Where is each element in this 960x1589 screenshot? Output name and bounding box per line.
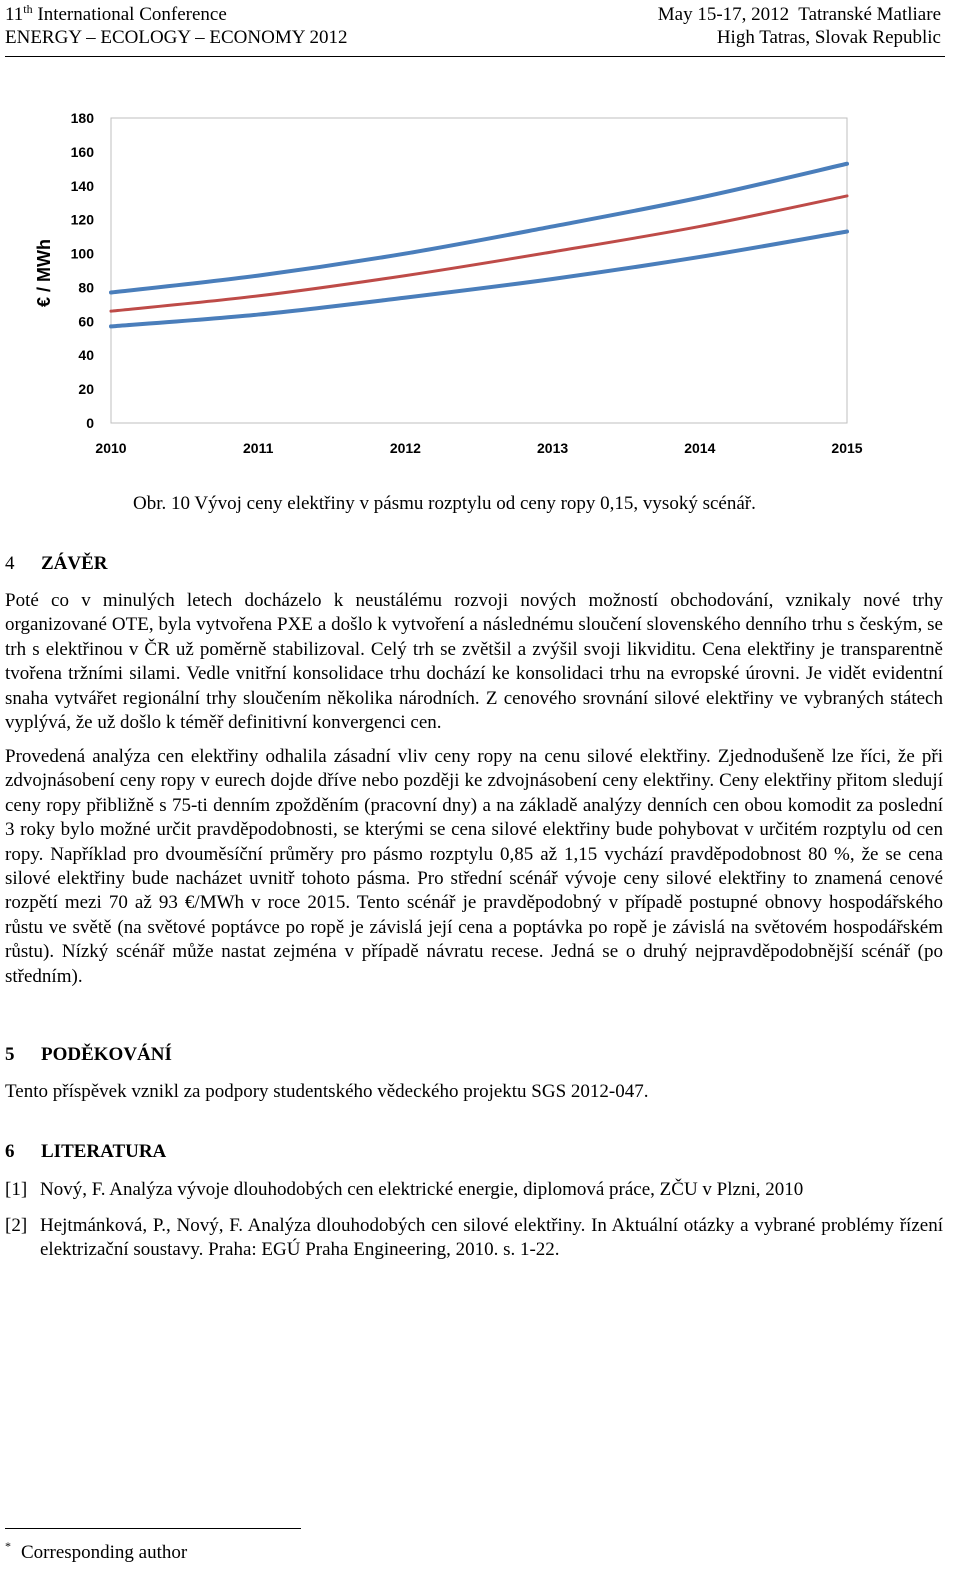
series-line-2 [111, 196, 847, 311]
series-line-1 [111, 164, 847, 293]
section-heading-conclusion [5, 553, 108, 575]
reference-item [5, 1178, 943, 1202]
figure-caption: Obr. 10 Vývoj ceny elektřiny v pásmu rozptylu od ceny ropy 0,15, vysoký scénář. [133, 493, 756, 514]
y-tick-labels [71, 110, 95, 431]
conference-title [5, 3, 227, 26]
conference-date-place: May 15-17, 2012 Tatranské Matliare [657, 4, 941, 25]
footnote-text: Corresponding author [21, 1542, 188, 1563]
y-tick-label: 180 [70, 110, 94, 126]
footnote-rule [5, 1528, 301, 1529]
reference-number: [2] [5, 1215, 28, 1236]
section-title: LITERATURA [41, 1141, 167, 1162]
chart-axes [111, 118, 847, 423]
x-tick-label: 2012 [389, 440, 421, 456]
x-tick-labels [95, 440, 862, 456]
section-heading-references [5, 1141, 166, 1163]
header-rule [5, 56, 945, 57]
price-chart [30, 105, 880, 465]
y-tick-label: 160 [70, 143, 94, 160]
y-tick-label: 100 [70, 245, 94, 262]
reference-text: Hejtmánková, P., Nový, F. Analýza dlouhodobých cen silové elektřiny. In Aktuální otázky a vybrané problémy řízení elektrizační soustavy. Praha: EGÚ Praha Engineering, 2010. s. 1-22. [40, 1215, 943, 1261]
reference-text: Nový, F. Analýza vývoje dlouhodobých cen elektrické energie, diplomová práce, ZČU v Plzni, 2010 [40, 1179, 804, 1200]
conclusion-paragraph-1: Poté co v minulých letech docházelo k neustálému rozvoji nových možností obchodování, vznikaly nové trhy organizované OTE, byla vytvořena PXE a došlo k vytvoření a následnému sloučení slovenského denního trhu s českým, se trh s elektřinou v ČR už poměrně stabilizoval. Celý trh se zvětšil a zvýšil svoji likviditu. Cena elektřiny je transparentně tvořena tržními silami. Vedle vnitřní konsolidace trhu dochází ke konsolidaci trhu na evropské úrovni. Je vidět evidentní snaha vytvářet regionální trhy sloučením několika národních. Z cenového srovnání silové elektřiny ve vybraných státech vyplývá, že už došlo k téměř definitivní konvergenci cen. [5, 590, 943, 734]
conference-location: High Tatras, Slovak Republic [716, 27, 941, 48]
acknowledgement-paragraph: Tento příspěvek vznikl za podpory studentského vědeckého projektu SGS 2012-047. [5, 1081, 649, 1102]
y-tick-label: 80 [78, 279, 94, 296]
y-tick-label: 140 [70, 177, 94, 194]
conference-number-suffix: th [23, 2, 33, 16]
x-tick-label: 2015 [831, 440, 863, 456]
section-number: 5 [5, 1044, 15, 1065]
conference-subtitle: ENERGY – ECOLOGY – ECONOMY 2012 [5, 27, 348, 48]
conference-number: 11 [5, 4, 24, 25]
footnote [5, 1539, 188, 1564]
section-title: PODĚKOVÁNÍ [41, 1044, 172, 1065]
reference-number: [1] [5, 1179, 28, 1200]
plot-area-frame [111, 118, 847, 423]
section-title: ZÁVĚR [41, 553, 108, 574]
x-tick-label: 2010 [95, 440, 127, 456]
y-tick-label: 40 [78, 347, 94, 364]
reference-item [5, 1214, 943, 1263]
conclusion-paragraph-2: Provedená analýza cen elektřiny odhalila zásadní vliv ceny ropy na cenu silové elektřiny. Zjednodušeně lze říci, že při zdvojnásobení ceny ropy v eurech dojde dříve nebo později ke zdvojnásobení ceny elektřiny. Ceny elektřiny přitom sledují ceny ropy přibližně s 75-ti denním zpožděním (pracovní dny) a na základě analýzy denních cen obou komodit za poslední 3 roky bylo možné určit pravděpodobnosti, se kterými se cena silové elektřiny bude pohybovat v určitém rozptylu od cen ropy. Například pro dvouměsíční průměry pro pásmo rozptylu 0,85 až 1,15 vychází pravděpodobnost 80 %, že se cena silové elektřiny bude nacházet uvnitř tohoto pásma. Pro střední scénář vývoje ceny silové elektřiny to znamená cenové rozpětí mezi 70 až 93 €/MWh v roce 2015. Tento scénář je pravděpodobný v případě postupné obnovy hospodářského růstu ve světě (na světové poptávce po ropě je závislá její cena a poptávka po ropě je závislá na světovém hospodářském růstu). Nízký scénář může nastat zejména v případě návratu recese. Jedná se o druhý nejpravděpodobnější scénář (po středním). [5, 746, 943, 987]
y-axis-label: € / MWh [34, 239, 54, 307]
y-tick-label: 120 [70, 211, 94, 228]
y-tick-label: 0 [86, 415, 94, 431]
x-tick-label: 2011 [243, 440, 274, 456]
conference-name: International Conference [32, 4, 227, 25]
x-tick-label: 2014 [684, 440, 716, 456]
y-tick-label: 60 [78, 313, 94, 330]
chart-series [111, 164, 847, 327]
section-heading-acknowledgement [5, 1044, 172, 1066]
section-number: 4 [5, 553, 15, 574]
footnote-marker: * [5, 1539, 11, 1553]
section-number: 6 [5, 1141, 15, 1162]
x-tick-label: 2013 [537, 440, 569, 456]
y-tick-label: 20 [78, 381, 94, 398]
